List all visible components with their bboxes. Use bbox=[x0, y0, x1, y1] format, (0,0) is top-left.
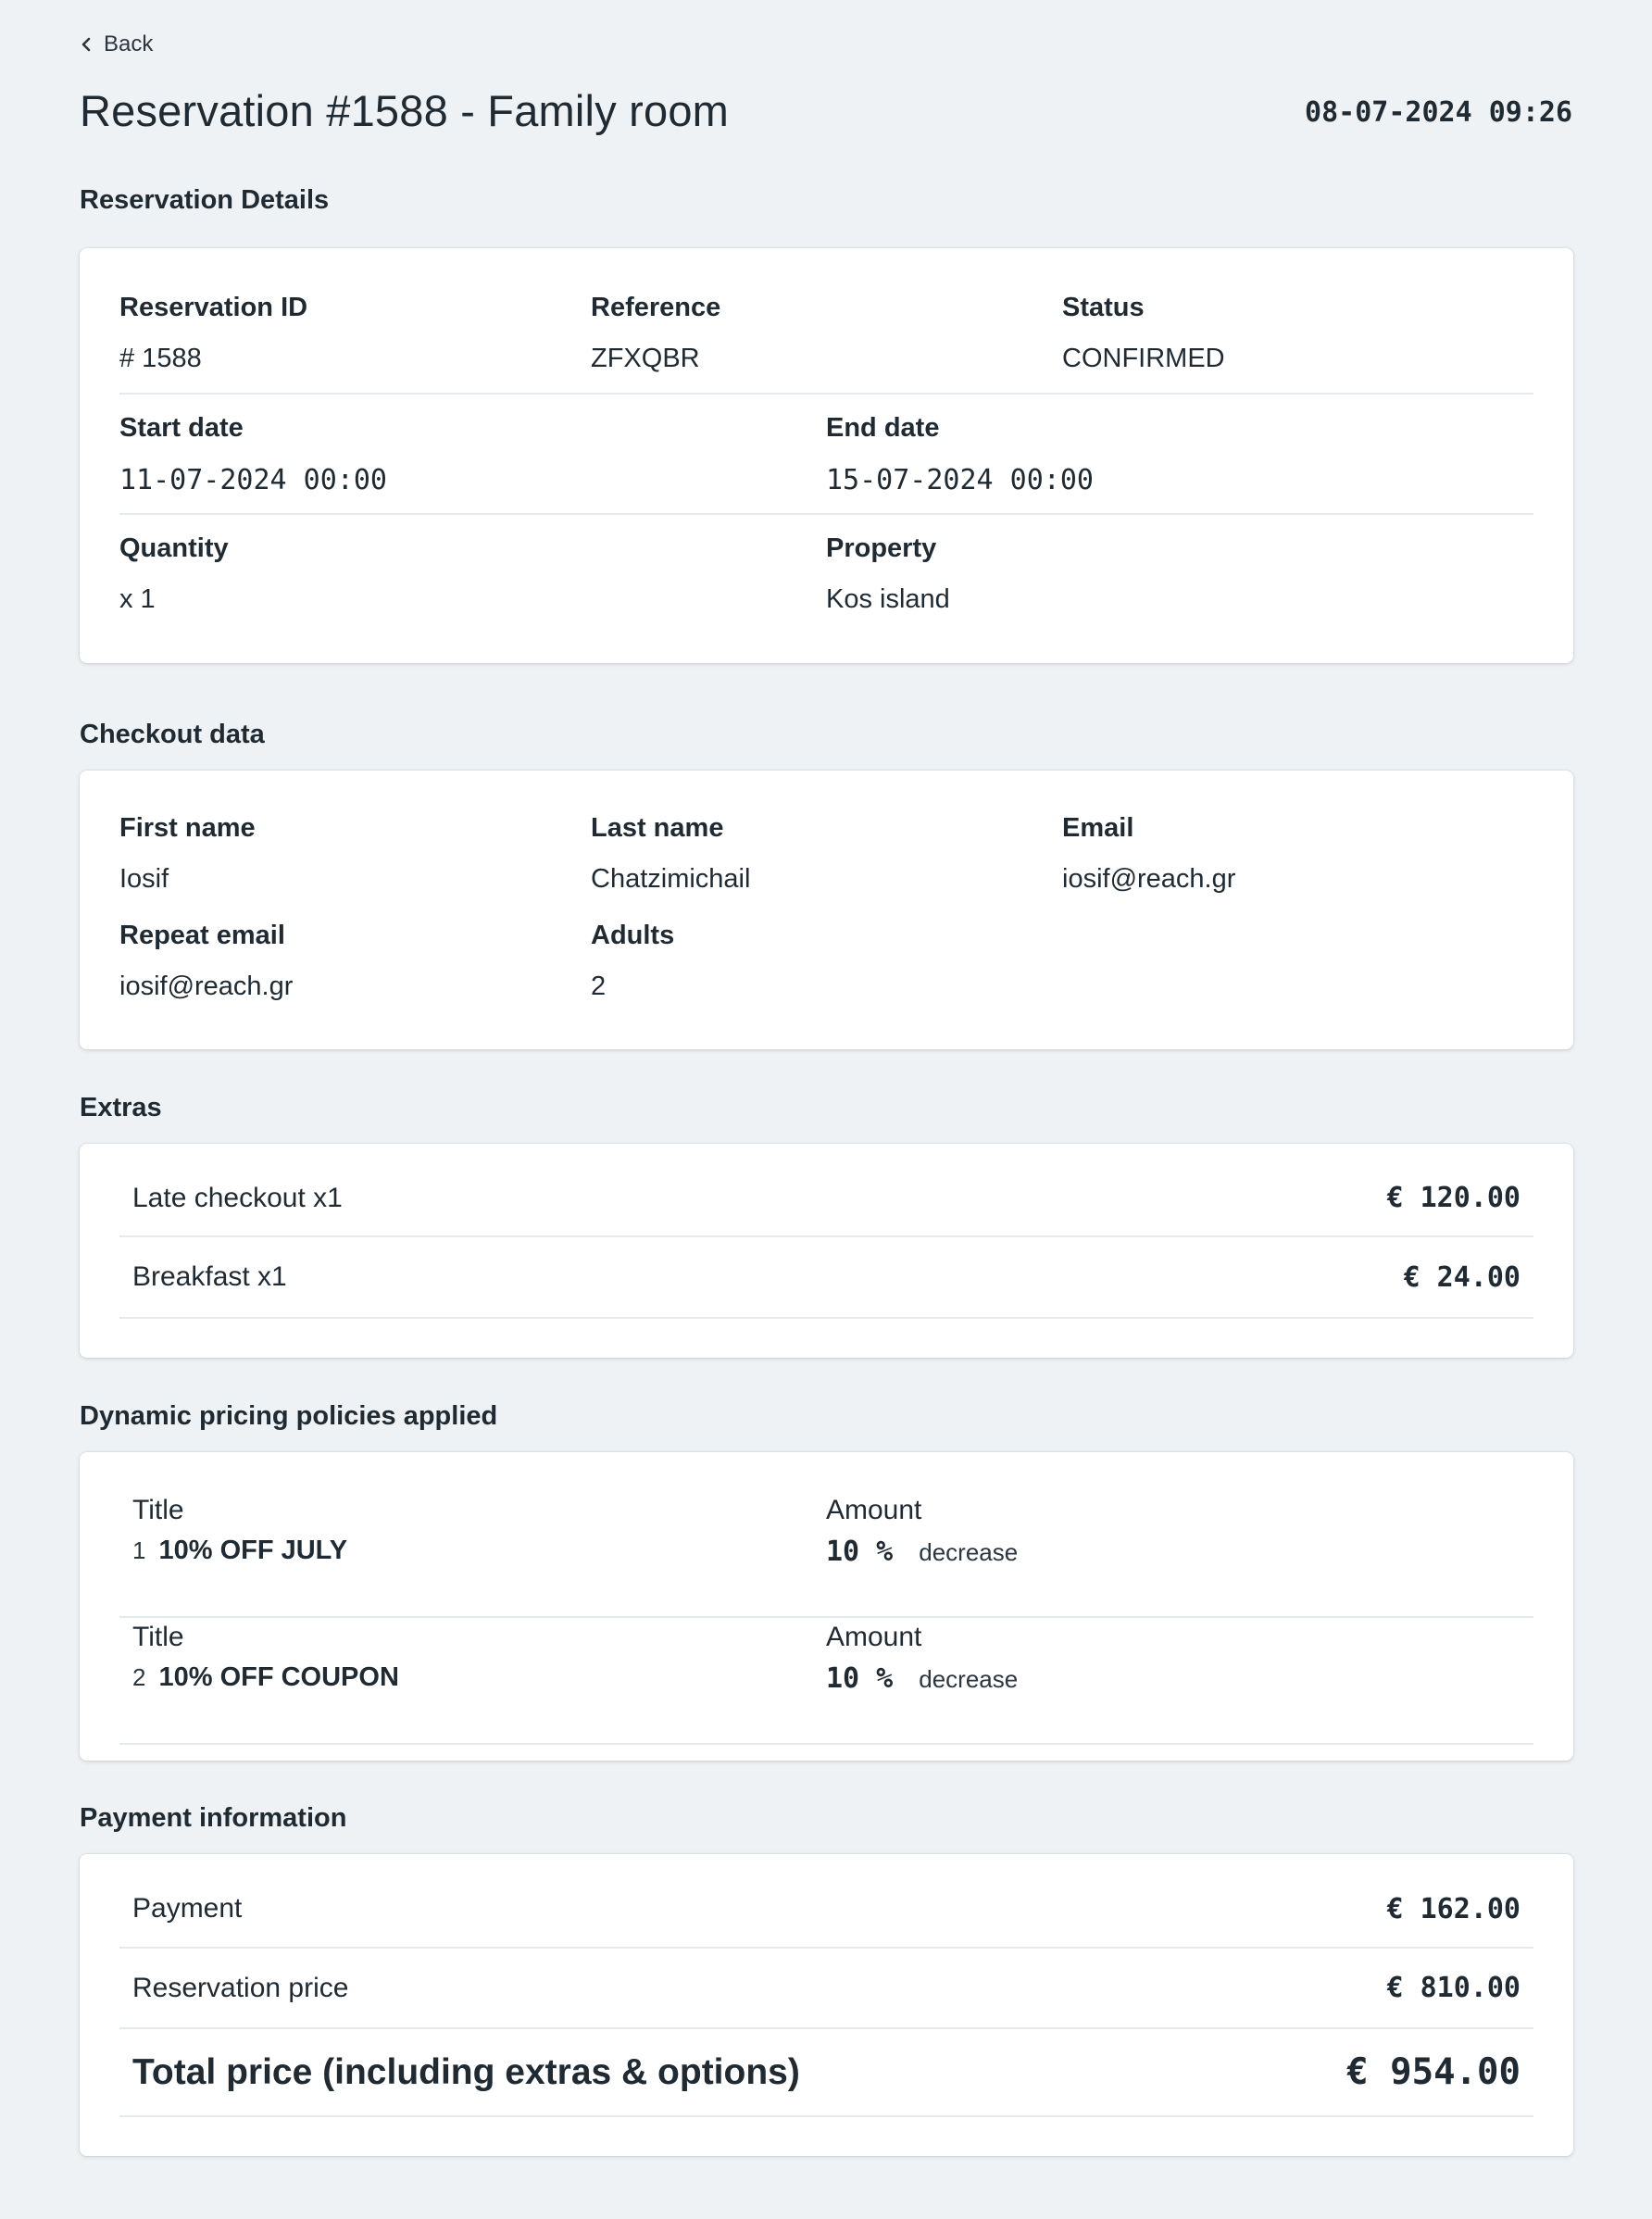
policy-amount-label: Amount bbox=[826, 1622, 922, 1652]
quantity-label: Quantity bbox=[119, 533, 229, 563]
policy-direction: decrease bbox=[919, 1538, 1019, 1566]
total-price-amount: € 954.00 bbox=[1346, 2051, 1521, 2093]
policy-index: 2 bbox=[132, 1663, 146, 1691]
checkout-row-1 bbox=[119, 813, 1533, 906]
property-value: Kos island bbox=[826, 584, 950, 614]
reservation-id-value: # 1588 bbox=[119, 344, 202, 373]
quantity-value: x 1 bbox=[119, 584, 156, 614]
extras-card bbox=[80, 1144, 1573, 1358]
pricing-policy-row bbox=[119, 1495, 1533, 1618]
reservation-id-label: Reservation ID bbox=[119, 293, 308, 322]
extras-item bbox=[119, 1144, 1533, 1237]
start-date-label: Start date bbox=[119, 413, 244, 443]
page-title: Reservation #1588 - Family room bbox=[80, 86, 730, 135]
extras-item-amount: € 120.00 bbox=[1386, 1182, 1521, 1214]
details-row-3 bbox=[119, 533, 1533, 635]
end-date-label: End date bbox=[826, 413, 940, 443]
policy-title: 10% OFF JULY bbox=[158, 1536, 348, 1565]
policy-amount-value bbox=[826, 1662, 1018, 1695]
pricing-policy-row bbox=[119, 1622, 1533, 1745]
checkout-row-2 bbox=[119, 921, 1533, 1013]
last-name-value: Chatzimichail bbox=[591, 864, 751, 894]
policy-amount: 10 % bbox=[826, 1662, 894, 1695]
policy-title-label: Title bbox=[132, 1495, 184, 1525]
adults-field bbox=[591, 921, 674, 1002]
property-field bbox=[826, 533, 950, 615]
end-date-value: 15-07-2024 00:00 bbox=[826, 464, 1094, 496]
policy-index: 1 bbox=[132, 1536, 146, 1564]
back-label: Back bbox=[104, 31, 154, 56]
end-date-field bbox=[826, 413, 1094, 496]
start-date-field bbox=[119, 413, 387, 496]
checkout-data-heading: Checkout data bbox=[80, 720, 265, 749]
checkout-data-card bbox=[80, 771, 1573, 1049]
policy-amount-value bbox=[826, 1536, 1018, 1568]
status-label: Status bbox=[1062, 293, 1145, 322]
back-link[interactable] bbox=[80, 31, 153, 57]
pricing-policies-heading: Dynamic pricing policies applied bbox=[80, 1401, 498, 1431]
email-value: iosif@reach.gr bbox=[1062, 864, 1236, 894]
property-label: Property bbox=[826, 533, 937, 563]
policy-title-label: Title bbox=[132, 1622, 184, 1652]
policy-title-col bbox=[132, 1495, 347, 1566]
adults-value: 2 bbox=[591, 972, 607, 1001]
payment-label: Payment bbox=[132, 1893, 243, 1924]
policy-amount-label: Amount bbox=[826, 1495, 922, 1525]
repeat-email-field bbox=[119, 921, 293, 1002]
extras-item-name: Breakfast x1 bbox=[132, 1261, 287, 1292]
payment-information-card bbox=[80, 1854, 1573, 2156]
status-value: CONFIRMED bbox=[1062, 344, 1225, 373]
total-price-label: Total price (including extras & options) bbox=[132, 2051, 800, 2092]
repeat-email-value: iosif@reach.gr bbox=[119, 972, 294, 1001]
policy-title-col bbox=[132, 1622, 399, 1693]
policy-amount: 10 % bbox=[826, 1536, 894, 1568]
reservation-details-heading: Reservation Details bbox=[80, 185, 330, 215]
reservation-price-label: Reservation price bbox=[132, 1972, 349, 2003]
first-name-value: Iosif bbox=[119, 864, 169, 894]
page-date: 08-07-2024 09:26 bbox=[1305, 96, 1572, 129]
reference-value: ZFXQBR bbox=[591, 344, 700, 373]
repeat-email-label: Repeat email bbox=[119, 921, 285, 950]
first-name-field bbox=[119, 813, 256, 895]
reservation-details-card bbox=[80, 248, 1573, 663]
adults-label: Adults bbox=[591, 921, 675, 950]
email-field bbox=[1062, 813, 1235, 895]
policy-title-value bbox=[132, 1662, 399, 1693]
quantity-field bbox=[119, 533, 229, 615]
reservation-price-row bbox=[119, 1949, 1533, 2029]
extras-heading: Extras bbox=[80, 1093, 162, 1122]
details-row-1 bbox=[119, 293, 1533, 395]
pricing-policies-card bbox=[80, 1452, 1573, 1761]
reference-field bbox=[591, 293, 720, 374]
reservation-price-amount: € 810.00 bbox=[1386, 1972, 1521, 2004]
extras-item-name: Late checkout x1 bbox=[132, 1182, 343, 1213]
status-field bbox=[1062, 293, 1225, 374]
extras-item bbox=[119, 1237, 1533, 1319]
chevron-left-icon bbox=[80, 36, 93, 53]
payment-amount: € 162.00 bbox=[1386, 1892, 1521, 1925]
first-name-label: First name bbox=[119, 813, 256, 843]
details-row-2 bbox=[119, 413, 1533, 515]
policy-amount-col bbox=[826, 1495, 1018, 1568]
total-price-row bbox=[119, 2029, 1533, 2117]
start-date-value: 11-07-2024 00:00 bbox=[119, 464, 387, 496]
reservation-id-field bbox=[119, 293, 307, 374]
extras-item-amount: € 24.00 bbox=[1403, 1260, 1521, 1294]
last-name-label: Last name bbox=[591, 813, 724, 843]
reference-label: Reference bbox=[591, 293, 721, 322]
payment-row bbox=[119, 1854, 1533, 1949]
email-label: Email bbox=[1062, 813, 1134, 843]
last-name-field bbox=[591, 813, 750, 895]
policy-amount-col bbox=[826, 1622, 1018, 1695]
payment-information-heading: Payment information bbox=[80, 1803, 347, 1833]
policy-direction: decrease bbox=[919, 1665, 1019, 1693]
policy-title-value bbox=[132, 1536, 347, 1566]
policy-title: 10% OFF COUPON bbox=[158, 1662, 399, 1692]
